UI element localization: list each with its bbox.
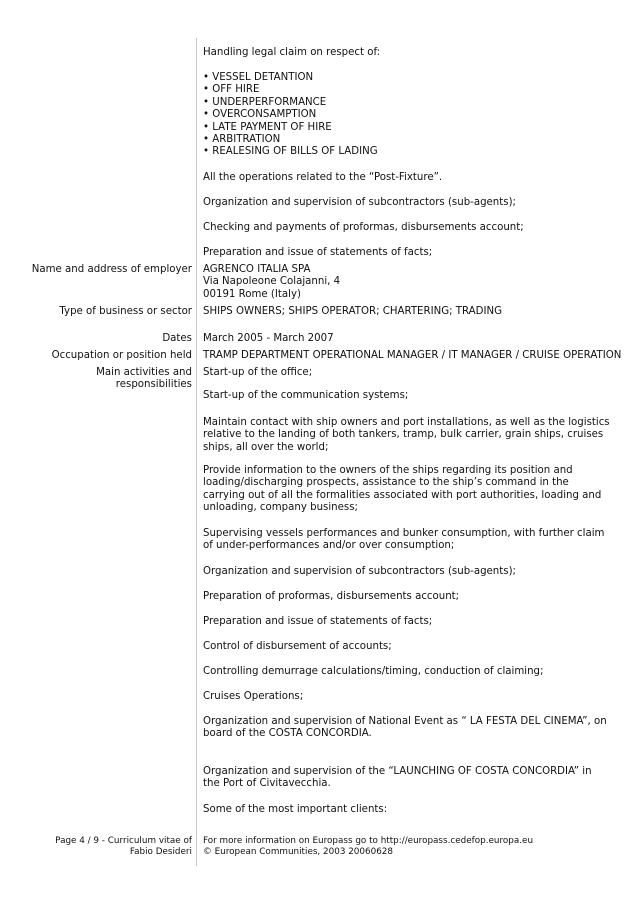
subcontractors-text: Organization and supervision of subcontractors (sub-agents); — [203, 197, 516, 208]
activity-item: Preparation and issue of statements of facts; — [203, 616, 433, 627]
employer-label: Name and address of employer — [31, 264, 192, 275]
dates-label: Dates — [162, 333, 192, 344]
footer-info-line1: For more information on Europass go to http://europass.cedefop.europa.eu — [203, 836, 534, 846]
footer-page-info — [55, 836, 192, 858]
employer-street: Via Napoleone Colajanni, 4 — [203, 276, 341, 288]
activity-item: Cruises Operations; — [203, 691, 304, 702]
occupation-value: TRAMP DEPARTMENT OPERATIONAL MANAGER / IT MANAGER / CRUISE OPERATION — [203, 350, 622, 361]
list-item: • OFF HIRE — [203, 84, 260, 96]
activity-item: Control of disbursement of accounts; — [203, 641, 392, 652]
activity-item: Organization and supervision of National Event as “ LA FESTA DEL CINEMA”, on board of the COSTA CONCORDIA. — [203, 716, 607, 740]
list-item: • OVERCONSAMPTION — [203, 109, 317, 121]
occupation-label: Occupation or position held — [51, 350, 192, 361]
footer-europass-info — [203, 836, 533, 858]
activity-item: Start-up of the office; — [203, 367, 313, 378]
activity-item: Preparation of proformas, disbursements account; — [203, 591, 460, 602]
dates-value: March 2005 - March 2007 — [203, 333, 334, 344]
footer-info-line2: © European Communities, 2003 20060628 — [203, 847, 393, 857]
footer-page-line1: Page 4 / 9 - Curriculum vitae of — [55, 836, 192, 846]
list-item: • REALESING OF BILLS OF LADING — [203, 146, 378, 158]
employer-details — [203, 264, 611, 301]
list-item: • ARBITRATION — [203, 134, 281, 146]
activities-label-line1: Main activities and — [96, 367, 192, 378]
proformas-text: Checking and payments of proformas, disbursements account; — [203, 222, 524, 233]
employer-name: AGRENCO ITALIA SPA — [203, 264, 311, 275]
list-item: • VESSEL DETANTION — [203, 72, 314, 83]
activity-item: Provide information to the owners of the ships regarding its position and loading/discharging prospects, assistance to the ship’s command in the carrying out of all the formalities associated with port authorities, loading and unloading, company business; — [203, 465, 602, 514]
column-divider — [196, 38, 197, 866]
list-item: • LATE PAYMENT OF HIRE — [203, 121, 332, 133]
activity-item: Supervising vessels performances and bunker consumption, with further claim of under-performances and/or over consumption; — [203, 528, 605, 552]
statements-text: Preparation and issue of statements of facts; — [203, 247, 433, 258]
post-fixture-text: All the operations related to the “Post-Fixture”. — [203, 172, 443, 183]
activities-label-line2: responsibilities — [115, 379, 192, 391]
claims-list — [203, 72, 611, 159]
business-value: SHIPS OWNERS; SHIPS OPERATOR; CHARTERING; TRADING — [203, 306, 502, 317]
activity-item: Controlling demurrage calculations/timing, conduction of claiming; — [203, 666, 544, 677]
footer-page-line2: Fabio Desideri — [129, 847, 192, 857]
activity-item: Start-up of the communication systems; — [203, 390, 409, 401]
activity-item: Organization and supervision of subcontractors (sub-agents); — [203, 566, 516, 577]
activity-item: Organization and supervision of the “LAUNCHING OF COSTA CONCORDIA” in the Port of Civitavecchia. — [203, 766, 592, 790]
claim-heading: Handling legal claim on respect of: — [203, 47, 381, 58]
activities-label — [96, 367, 192, 392]
activity-item: Maintain contact with ship owners and port installations, as well as the logistics relative to the landing of both tankers, tramp, bulk carrier, grain ships, cruises ships, all over the world; — [203, 417, 610, 453]
list-item: • UNDERPERFORMANCE — [203, 96, 327, 108]
business-label: Type of business or sector — [59, 306, 192, 317]
activity-item: Some of the most important clients: — [203, 804, 388, 815]
employer-city: 00191 Rome (Italy) — [203, 288, 301, 300]
